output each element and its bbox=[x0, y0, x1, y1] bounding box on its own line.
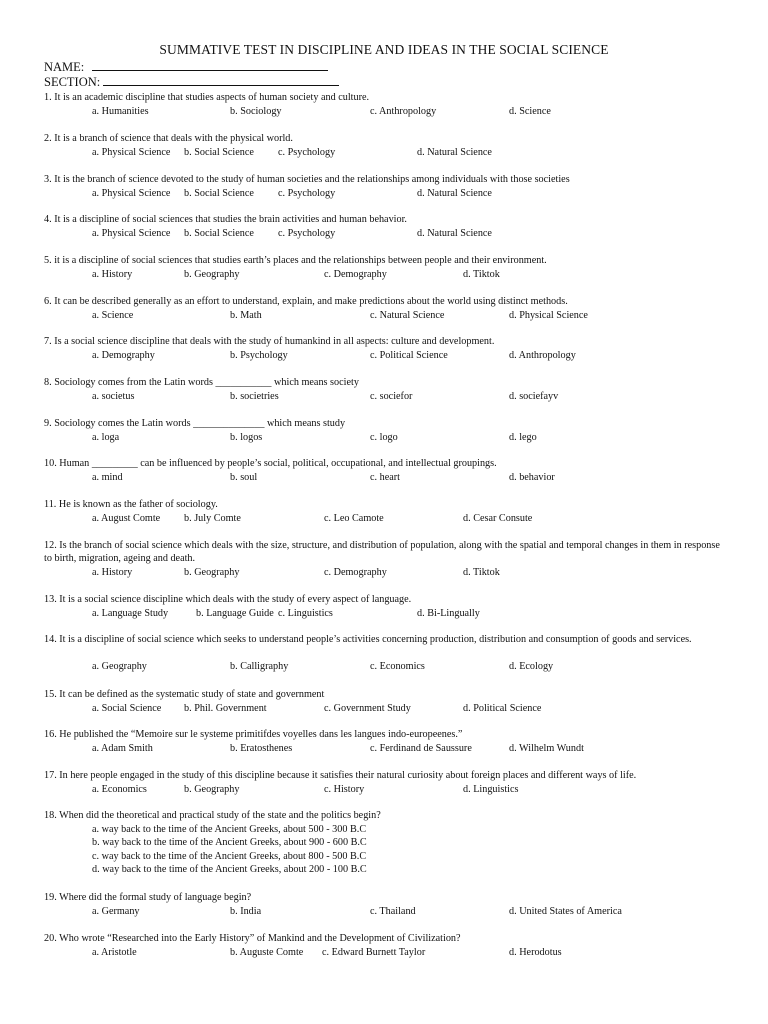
answer-choice[interactable]: a. History bbox=[92, 268, 133, 280]
answer-choice[interactable]: c. Economics bbox=[370, 661, 425, 672]
answer-choice[interactable]: c. way back to the time of the Ancient Greeks, about 800 - 500 B.C bbox=[92, 850, 367, 862]
answer-choice[interactable]: b. way back to the time of the Ancient Greeks, about 900 - 600 B.C bbox=[92, 837, 367, 848]
answer-choice[interactable]: b. Eratosthenes bbox=[230, 742, 293, 754]
answer-choice[interactable]: d. Natural Science bbox=[417, 227, 492, 239]
section-blank-line[interactable] bbox=[103, 75, 339, 86]
answer-choice[interactable]: a. August Comte bbox=[92, 512, 161, 524]
answer-choice[interactable]: c. Thailand bbox=[370, 905, 416, 917]
answer-choice[interactable]: d. Science bbox=[509, 105, 551, 117]
name-blank-line[interactable] bbox=[92, 60, 328, 71]
answer-choice[interactable]: c. Ferdinand de Saussure bbox=[370, 742, 472, 754]
question-text: 18. When did the theoretical and practical study of the state and the politics begin? bbox=[44, 810, 381, 821]
answer-choice[interactable]: c. Psychology bbox=[278, 146, 336, 158]
answer-choice[interactable]: b. Language Guide bbox=[196, 607, 274, 619]
answer-choice[interactable]: b. Phil. Government bbox=[184, 702, 267, 714]
answer-choice[interactable]: a. Aristotle bbox=[92, 946, 137, 958]
answer-choice[interactable]: d. Cesar Consute bbox=[463, 512, 533, 524]
answer-choice[interactable]: c. Anthropology bbox=[370, 105, 437, 117]
answer-choice[interactable]: b. Geography bbox=[184, 567, 240, 578]
answer-choice[interactable]: b. July Comte bbox=[184, 512, 241, 524]
answer-choice[interactable]: d. sociefayv bbox=[509, 390, 559, 402]
answer-choice[interactable]: b. Sociology bbox=[230, 105, 282, 117]
answer-choice[interactable]: d. Tiktok bbox=[463, 268, 500, 280]
question-text: 11. He is known as the father of sociology. bbox=[44, 499, 218, 510]
answer-choice[interactable]: c. logo bbox=[370, 431, 398, 443]
question-text: 3. It is the branch of science devoted to the study of human societies and the relationships among individuals with those societies bbox=[44, 174, 570, 185]
answer-choice[interactable]: a. Language Study bbox=[92, 607, 169, 619]
answer-choice[interactable]: d. way back to the time of the Ancient Greeks, about 200 - 100 B.C bbox=[92, 864, 367, 875]
answer-choice[interactable]: c. Political Science bbox=[370, 349, 448, 361]
section-label: SECTION: bbox=[44, 75, 101, 89]
name-field bbox=[44, 60, 328, 75]
answer-choice[interactable]: a. Humanities bbox=[92, 105, 149, 117]
answer-choice[interactable]: b. Social Science bbox=[184, 146, 254, 158]
answer-choice[interactable]: a. History bbox=[92, 567, 133, 578]
answer-choice[interactable]: d. Linguistics bbox=[463, 783, 519, 795]
question-text: 17. In here people engaged in the study of this discipline because it satisfies their natural curiosity about foreign places and different ways of life. bbox=[44, 770, 637, 781]
page-title: SUMMATIVE TEST IN DISCIPLINE AND IDEAS IN THE SOCIAL SCIENCE bbox=[159, 42, 609, 57]
answer-choice[interactable]: c. heart bbox=[370, 471, 400, 483]
answer-choice[interactable]: a. Economics bbox=[92, 783, 147, 795]
answer-choice[interactable]: c. Demography bbox=[324, 567, 387, 578]
answer-choice[interactable]: c. sociefor bbox=[370, 390, 413, 402]
answer-choice[interactable]: c. Edward Burnett Taylor bbox=[322, 946, 426, 958]
answer-choice[interactable]: a. mind bbox=[92, 471, 123, 483]
answer-choice[interactable]: d. Herodotus bbox=[509, 946, 562, 958]
answer-choice[interactable]: d. Natural Science bbox=[417, 187, 492, 199]
answer-choice[interactable]: a. way back to the time of the Ancient Greeks, about 500 - 300 B.C bbox=[92, 823, 367, 835]
answer-choice[interactable]: a. Germany bbox=[92, 905, 140, 917]
answer-choice[interactable]: b. Calligraphy bbox=[230, 661, 289, 672]
answer-choice[interactable]: c. Linguistics bbox=[278, 607, 333, 619]
answer-choice[interactable]: c. Demography bbox=[324, 268, 387, 280]
answer-choice[interactable]: c. Natural Science bbox=[370, 309, 445, 321]
answer-choice[interactable]: a. Adam Smith bbox=[92, 742, 153, 754]
answer-choice[interactable]: c. Leo Camote bbox=[324, 512, 384, 524]
answer-choice[interactable]: d. Political Science bbox=[463, 702, 542, 714]
answer-choice[interactable]: b. Math bbox=[230, 309, 262, 321]
answer-choice[interactable]: d. Natural Science bbox=[417, 146, 492, 158]
name-label: NAME: bbox=[44, 60, 85, 74]
question-text: 15. It can be defined as the systematic study of state and government bbox=[44, 689, 325, 700]
question-text: 8. Sociology comes from the Latin words ___________ which means society bbox=[44, 377, 359, 388]
question-text: 9. Sociology comes the Latin words ______________ which means study bbox=[44, 418, 346, 429]
answer-choice[interactable]: a. loga bbox=[92, 431, 120, 443]
question-text: 10. Human _________ can be influenced by people’s social, political, occupational, and intellectual groupings. bbox=[44, 458, 497, 469]
answer-choice[interactable]: d. Physical Science bbox=[509, 309, 588, 321]
answer-choice[interactable]: a. Social Science bbox=[92, 702, 162, 714]
answer-choice[interactable]: b. Social Science bbox=[184, 187, 254, 199]
question-text: 13. It is a social science discipline which deals with the study of every aspect of language. bbox=[44, 594, 412, 605]
answer-choice[interactable]: d. Bi-Lingually bbox=[417, 607, 480, 619]
answer-choice[interactable]: a. Physical Science bbox=[92, 187, 171, 199]
question-text: 14. It is a discipline of social science which seeks to understand people’s activities concerning production, distribution and consumption of goods and services. bbox=[44, 634, 692, 645]
answer-choice[interactable]: c. Government Study bbox=[324, 702, 411, 714]
answer-choice[interactable]: b. Geography bbox=[184, 268, 240, 280]
answer-choice[interactable]: b. India bbox=[230, 905, 262, 917]
answer-choice[interactable]: d. Wilhelm Wundt bbox=[509, 742, 584, 754]
question-text: 19. Where did the formal study of language begin? bbox=[44, 892, 252, 903]
answer-choice[interactable]: a. societus bbox=[92, 390, 135, 402]
answer-choice[interactable]: d. United States of America bbox=[509, 905, 622, 917]
answer-choice[interactable]: a. Physical Science bbox=[92, 146, 171, 158]
answer-choice[interactable]: b. societries bbox=[230, 390, 279, 402]
question-text: 2. It is a branch of science that deals with the physical world. bbox=[44, 133, 293, 144]
question-text: 20. Who wrote “Researched into the Early History” of Mankind and the Development of Civilization? bbox=[44, 933, 461, 944]
question-text: 1. It is an academic discipline that studies aspects of human society and culture. bbox=[44, 92, 370, 103]
answer-choice[interactable]: d. Tiktok bbox=[463, 567, 500, 578]
answer-choice[interactable]: c. Psychology bbox=[278, 227, 336, 239]
answer-choice[interactable]: a. Geography bbox=[92, 661, 147, 672]
answer-choice[interactable]: a. Science bbox=[92, 309, 134, 321]
question-text: 5. it is a discipline of social sciences that studies earth’s places and the relationships between people and their environment. bbox=[44, 255, 547, 266]
question-text: 6. It can be described generally as an effort to understand, explain, and make predictions about the world using distinct methods. bbox=[44, 296, 568, 307]
answer-choice[interactable]: b. logos bbox=[230, 431, 263, 443]
answer-choice[interactable]: c. History bbox=[324, 783, 365, 795]
question-text: 7. Is a social science discipline that deals with the study of humankind in all aspects: culture and development. bbox=[44, 336, 495, 347]
question-text: 12. Is the branch of social science which deals with the size, structure, and distribution of population, along with the spatial and temporal changes in them in response to birth, migration, ageing and death. bbox=[44, 540, 720, 565]
answer-choice[interactable]: d. Ecology bbox=[509, 661, 554, 672]
question-text: 16. He published the “Memoire sur le systeme primitifdes voyelles dans les langues indo-europeenes.” bbox=[44, 729, 463, 740]
answer-choice[interactable]: b. Psychology bbox=[230, 349, 288, 361]
question-text: 4. It is a discipline of social sciences that studies the brain activities and human behavior. bbox=[44, 214, 407, 225]
answer-choice[interactable]: b. Social Science bbox=[184, 227, 254, 239]
answer-choice[interactable]: d. behavior bbox=[509, 471, 555, 483]
answer-choice[interactable]: a. Physical Science bbox=[92, 227, 171, 239]
section-field bbox=[44, 75, 339, 90]
answer-choice[interactable]: b. soul bbox=[230, 471, 258, 483]
answer-choice[interactable]: d. lego bbox=[509, 431, 537, 443]
answer-choice[interactable]: a. Demography bbox=[92, 349, 155, 361]
answer-choice[interactable]: b. Auguste Comte bbox=[230, 946, 304, 958]
answer-choice[interactable]: d. Anthropology bbox=[509, 349, 576, 361]
answer-choice[interactable]: c. Psychology bbox=[278, 187, 336, 199]
answer-choice[interactable]: b. Geography bbox=[184, 783, 240, 795]
